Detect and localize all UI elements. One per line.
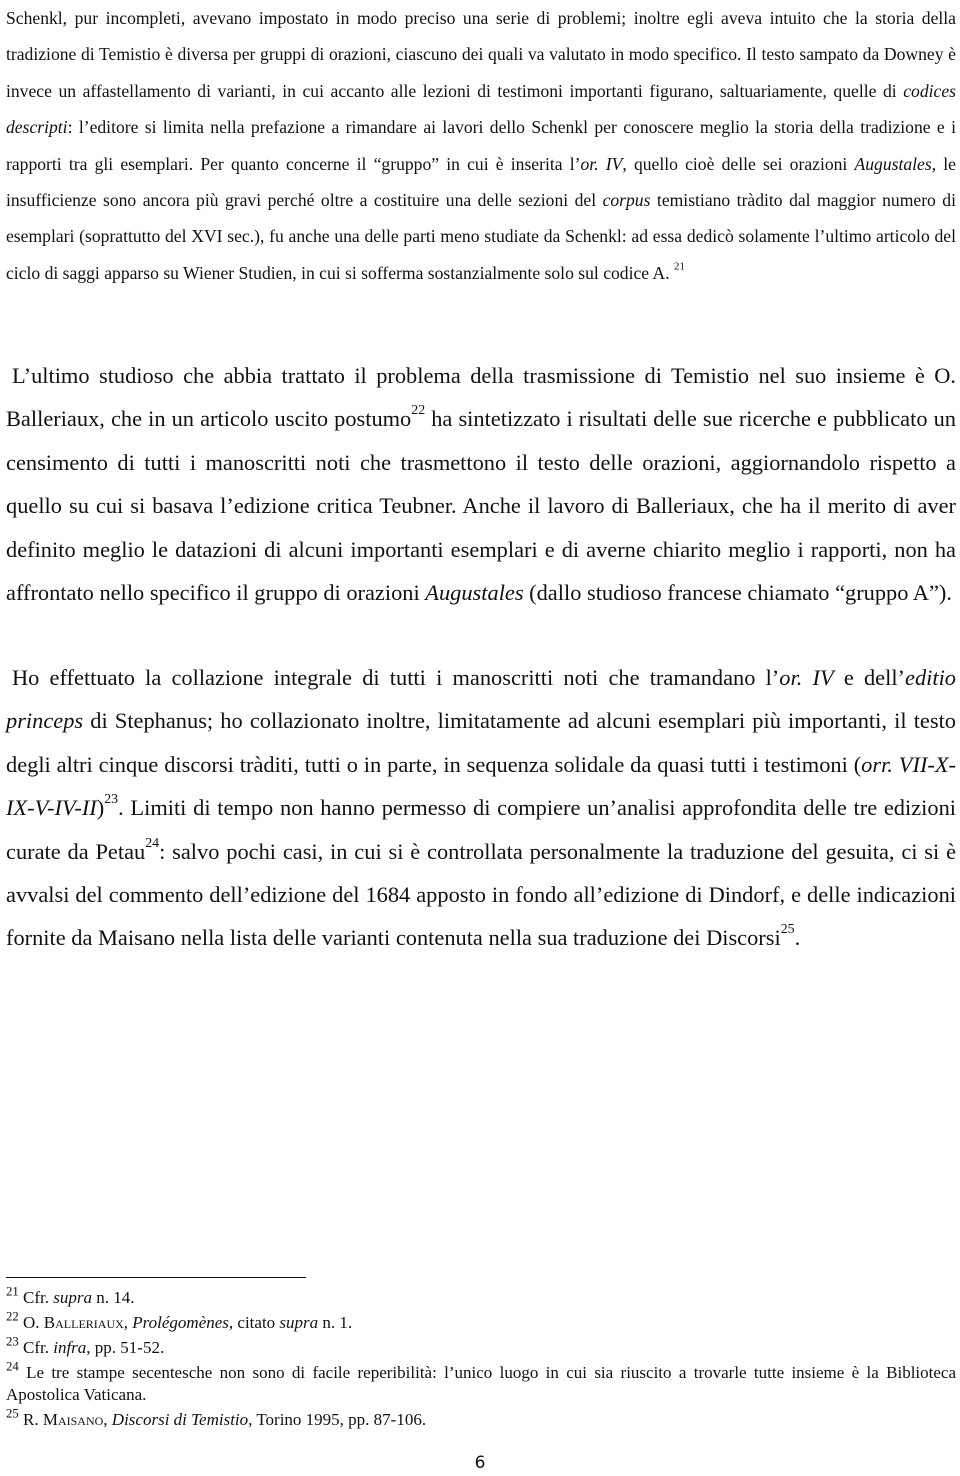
text-run: Cfr. xyxy=(23,1288,54,1307)
footnote-ref-22[interactable]: 22 xyxy=(411,403,426,419)
footnote-22: $^{22}$ O. Balleriaux, Prolégomènes, citato supra n. 1. xyxy=(6,1309,353,1332)
text-run: : salvo pochi casi, in cui si è controllata personalmente la traduzione del gesuita, ci si è avvalsi del commento dell’edizione del 1684 apposto in fondo all’edizione di Dindorf, e delle indicazioni fornite da Maisano nella lista delle varianti contenuta nella sua traduzione dei Discorsi xyxy=(6,838,957,951)
footnote-number: 24 xyxy=(6,1359,19,1374)
text-run: L’ultimo studioso che abbia trattato il problema della trasmissione di Temistio nel suo insieme è O. Balleriaux, che in un articolo uscito postumo xyxy=(6,363,956,432)
footnote-ref-23[interactable]: 23 xyxy=(104,792,119,808)
paragraph-3 xyxy=(6,656,956,960)
text-run: . xyxy=(794,925,801,951)
text-run: , citato xyxy=(228,1313,280,1332)
italic-text: codices descripti xyxy=(6,80,956,138)
footnote-24 xyxy=(6,1359,956,1406)
text-run: : l’editore si limita nella prefazione a rimandare ai lavori dello Schenkl per conoscere meglio la storia della tradizione e i rapporti tra gli esemplari. Per quanto concerne il “gruppo” in cui è inserita l’ xyxy=(6,117,956,174)
text-run: , quello cioè delle sei orazioni xyxy=(622,153,855,174)
text-run: temistiano tràdito dal maggior numero di esemplari (soprattutto del XVI sec.), fu anche una delle parti meno studiate da Schenkl: ad essa dedicò solamente l’ultimo articolo del ciclo di saggi apparso su Wiener Studien, in cui si sofferma sostanzialmente solo sul codice A. xyxy=(6,190,956,283)
italic-text: or. IV xyxy=(779,665,834,690)
italic-text: supra xyxy=(53,1288,92,1307)
text-run: e dell’ xyxy=(833,665,905,690)
text-run: (dallo studioso francese chiamato “gruppo A”). xyxy=(523,580,952,606)
text-run: , le insufficienze sono ancora più gravi perché oltre a costituire una delle sezioni del xyxy=(6,153,956,211)
italic-text: orr. VII-X-IX-V-IV-II xyxy=(6,751,956,821)
footnote-number: 23 xyxy=(6,1334,19,1349)
author-name: Maisano xyxy=(42,1410,104,1429)
italic-text: corpus xyxy=(602,190,651,211)
text-run: ) xyxy=(96,795,105,821)
italic-text: Discorsi di Temistio xyxy=(111,1410,249,1429)
text-run: . Limiti di tempo non hanno permesso di compiere un’analisi approfondita delle tre edizioni curate da Petau xyxy=(6,795,956,864)
footnote-number: 25 xyxy=(6,1406,19,1421)
italic-text: or. IV xyxy=(580,153,623,174)
italic-text: supra xyxy=(279,1313,319,1332)
paragraph-2 xyxy=(6,354,956,614)
page-number: 6 xyxy=(474,1453,486,1473)
text-run: Ho effettuato la collazione integrale di tutti i manoscritti noti che tramandano l’ xyxy=(12,665,780,690)
footnotes xyxy=(6,1284,956,1431)
italic-text: Augustales xyxy=(425,580,524,606)
text-run: Le tre stampe secentesche non sono di facile reperibilità: l’unico luogo in cui sia riuscito a trovarle tutte insieme è la Biblioteca Apostolica Vaticana. xyxy=(6,1363,956,1404)
footnote-21 xyxy=(6,1284,956,1309)
footnote-divider xyxy=(6,1277,306,1278)
author-name: Balleriaux xyxy=(43,1313,124,1332)
text-run: Schenkl, pur incompleti, avevano impostato in modo preciso una serie di problemi; inoltre egli aveva intuito che la storia della tradizione di Temistio è diversa per gruppi di orazioni, ciascuno dei quali va valutato in modo specifico. Il testo sampato da Downey è invece un affastellamento di varianti, in cui accanto alle lezioni di testimoni importanti figurano, saltuariamente, quelle di xyxy=(6,8,956,101)
footnote-number: 21 xyxy=(6,1284,19,1299)
italic-text: infra xyxy=(53,1338,87,1357)
text-run: di Stephanus; ho collazionato inoltre, limitatamente ad alcuni esemplari più importanti, il testo degli altri cinque discorsi tràditi, tutti o in parte, in sequenza solidale da quasi tutti i testimoni ( xyxy=(6,708,956,777)
footnote-number: 22 xyxy=(6,1309,19,1324)
text-run: n. 14. xyxy=(91,1288,135,1307)
paragraph-1 xyxy=(6,0,956,291)
text-run: O. xyxy=(23,1313,44,1332)
footnote-ref-24[interactable]: 24 xyxy=(145,835,160,851)
footnote-25: $^{25}$ R. Maisano, Discorsi di Temistio, Torino 1995, pp. 87-106. xyxy=(6,1406,427,1429)
text-run: ha sintetizzato i risultati delle sue ricerche e pubblicato un censimento di tutti i manoscritti noti che trasmettono il testo delle orazioni, aggiornandolo rispetto a quello su cui si basava l’edizione critica Teubner. Anche il lavoro di Balleriaux, che ha il merito di aver definito meglio le datazioni di alcuni importanti esemplari e di averne chiarito meglio i rapporti, non ha affrontato nello specifico il gruppo di orazioni xyxy=(6,406,957,606)
italic-text: Prolégomènes xyxy=(132,1313,229,1332)
italic-text: editio princeps xyxy=(6,665,956,734)
text-run: n. 1. xyxy=(318,1313,353,1332)
italic-text: Augustales xyxy=(854,153,932,174)
text-run: Cfr. xyxy=(23,1338,54,1357)
footnote-ref-25[interactable]: 25 xyxy=(780,922,795,938)
footnote-23 xyxy=(6,1334,956,1359)
text-run: , pp. 51-52. xyxy=(86,1338,165,1357)
footnote-ref-21[interactable]: 21 xyxy=(674,260,685,273)
text-run: R. xyxy=(23,1410,43,1429)
text-run: , Torino 1995, pp. 87-106. xyxy=(248,1410,427,1429)
